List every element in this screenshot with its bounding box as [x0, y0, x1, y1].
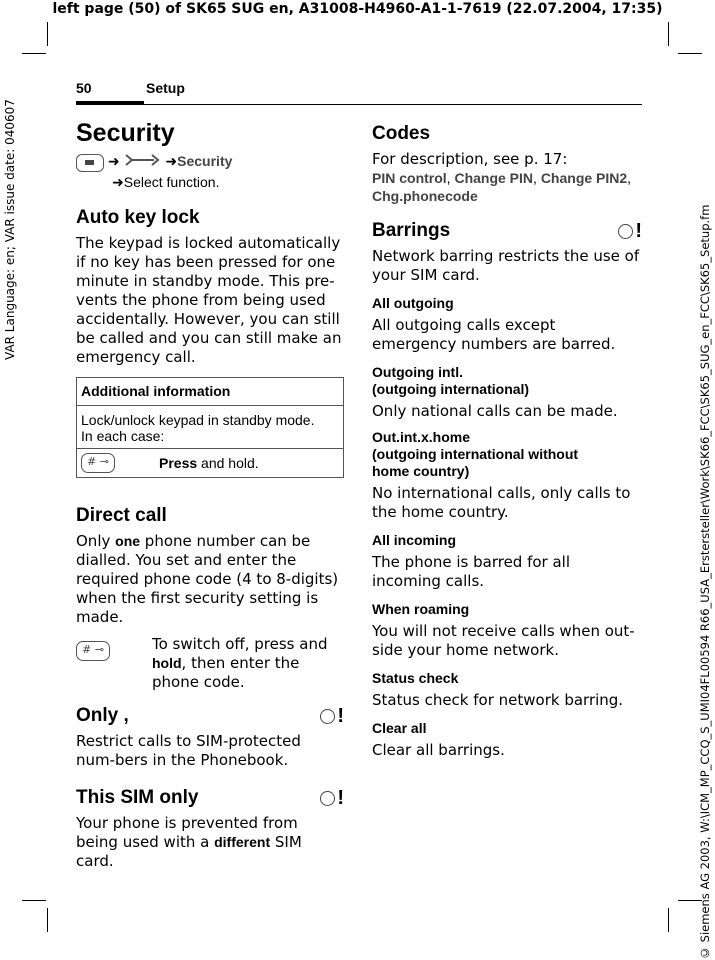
info-text: Lock/unlock keypad in standby mode. In each case: [81, 412, 315, 444]
select-function-text: Select function. [123, 174, 220, 190]
hash-key-icon: # ⊸ [76, 641, 110, 661]
text-all-incoming: The phone is barred for all incoming calls. [372, 553, 571, 590]
this-sim-only-text: Your phone is prevented from being used with a different SIM card. [76, 814, 302, 870]
head-rule-thick [76, 101, 144, 105]
left-column [76, 118, 344, 871]
auto-key-lock-text: The keypad is locked automatically if no key has been pressed for one minute in standby mode. This pre-vents the phone from being used accidentally. However, you can still be called and you can still make an emergency call. [76, 234, 342, 366]
hash-key-icon: # ⊸ [81, 453, 115, 473]
barrings-text: Network barring restricts the use of your SIM card. [372, 247, 640, 284]
info-key-row [77, 448, 343, 477]
direct-call-text: Only one phone number can be dialled. You set and enter the required phone code (4 to 8-digits) when the first security setting is made. [76, 532, 339, 626]
codes-text: For description, see p. 17: [372, 150, 568, 168]
press-label: Press [159, 454, 198, 471]
label-outgoing-intl: Outgoing intl. (outgoing international) [372, 364, 530, 397]
heading-this-sim-only: This SIM only ! [76, 787, 344, 809]
text-out-int-x-home: No international calls, only calls to the home country. [372, 484, 631, 521]
menu-item-change-pin2: Change PIN2 [540, 170, 628, 186]
menu-item-change-pin: Change PIN [454, 170, 534, 186]
page-number: 50 [76, 80, 92, 96]
label-status-check: Status check [372, 670, 459, 686]
direct-call-hint: # ⊸ To switch off, press and hold, then enter the phone code. [76, 635, 344, 692]
label-when-roaming: When roaming [372, 601, 470, 617]
menu-item-security: Security [177, 153, 233, 170]
codes-menu-list: PIN control, Change PIN, Change PIN2, Chg.phonecode [372, 170, 632, 204]
wrench-icon [124, 152, 162, 173]
arrow-icon: ➜ [165, 153, 178, 170]
right-column [372, 118, 642, 760]
print-header: left page (50) of SK65 SUG en, A31008-H4960-A1-1-7619 (22.07.2004, 17:35) [52, 1, 663, 17]
crop-mark [22, 53, 46, 54]
arrow-icon: ➜ [107, 153, 120, 170]
additional-info-box [76, 377, 344, 478]
heading-barrings: Barrings ! [372, 220, 642, 242]
text-status-check: Status check for network barring. [372, 691, 624, 709]
head-rule-thin [144, 104, 642, 105]
press-rest: and hold. [197, 454, 259, 471]
text-when-roaming: You will not receive calls when out-side your home network. [372, 622, 635, 659]
side-note-left: VAR Language: en; VAR issue date: 040607 [3, 99, 17, 360]
heading-direct-call: Direct call [76, 505, 167, 526]
side-note-right: © Siemens AG 2003, W:\ICM_MP_CCQ_S_UMI04FL00594 R66_USA_Erstersteller\Work\SK66_FCC\SK65_SUG_en_FCC\SK65_Setup.fm [698, 204, 712, 960]
menu-key-icon [76, 154, 104, 172]
crop-mark [47, 908, 48, 932]
network-service-icon: ! [618, 221, 642, 241]
label-clear-all: Clear all [372, 720, 427, 736]
text-clear-all: Clear all barrings. [372, 741, 505, 759]
info-heading: Additional information [77, 378, 343, 406]
arrow-icon: ➜ [112, 174, 124, 190]
crop-mark [668, 22, 669, 46]
heading-codes: Codes [372, 123, 431, 144]
menu-item-pin-control: PIN control [372, 170, 447, 186]
label-all-incoming: All incoming [372, 532, 456, 548]
label-out-int-x-home: Out.int.x.home (outgoing international without home country) [372, 429, 579, 479]
text-all-outgoing: All outgoing calls except emergency numbers are barred. [372, 316, 616, 353]
section-name: Setup [146, 80, 185, 96]
only-text: Restrict calls to SIM-protected num-bers in the Phonebook. [76, 732, 301, 769]
menu-item-chg-phonecode: Chg.phonecode [372, 188, 478, 204]
label-all-outgoing: All outgoing [372, 295, 454, 311]
running-head [76, 78, 642, 108]
heading-auto-key-lock: Auto key lock [76, 207, 200, 228]
heading-only: Only , ! [76, 705, 344, 727]
network-service-icon: ! [320, 706, 344, 726]
menu-path [76, 152, 344, 192]
crop-mark [47, 22, 48, 46]
crop-mark [22, 900, 46, 901]
page-title: Security [76, 119, 175, 147]
crop-mark [668, 908, 669, 932]
crop-mark [678, 53, 702, 54]
text-outgoing-intl: Only national calls can be made. [372, 402, 618, 420]
network-service-icon: ! [320, 788, 344, 808]
